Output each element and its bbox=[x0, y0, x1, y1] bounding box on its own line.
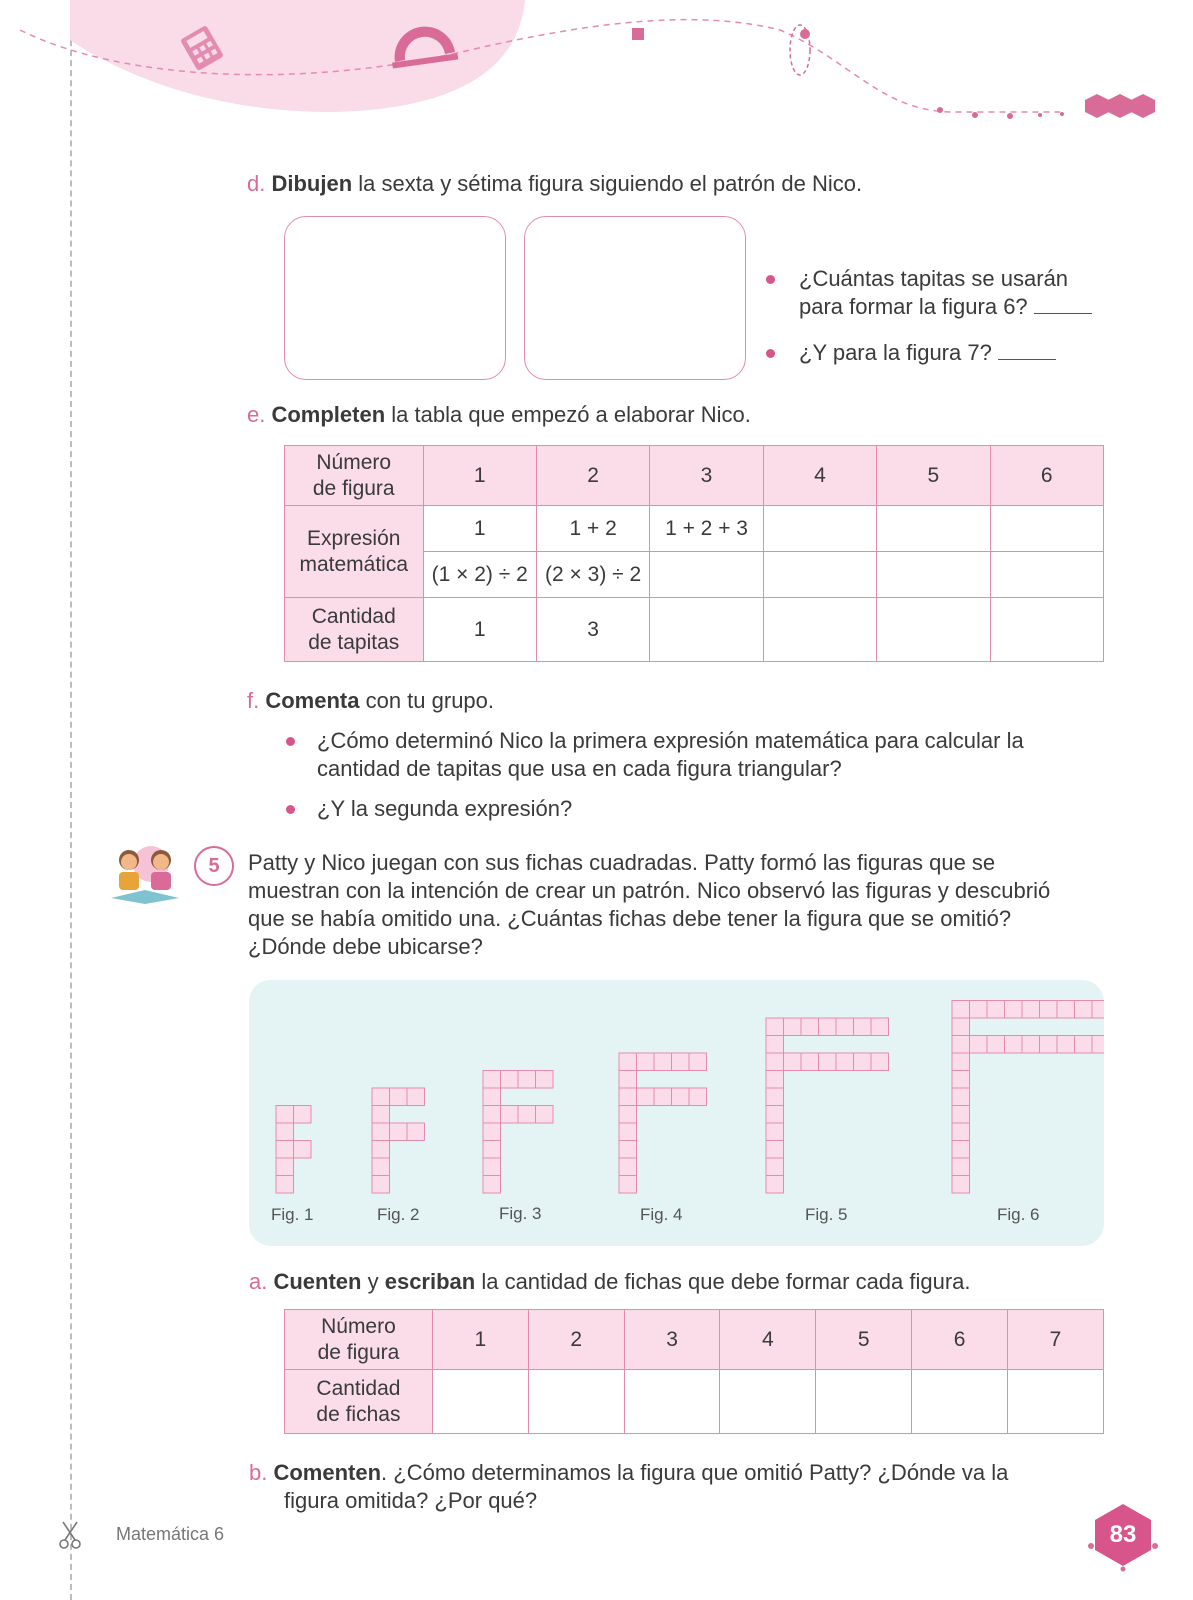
input-cell[interactable] bbox=[763, 506, 876, 552]
tile bbox=[372, 1123, 390, 1141]
drawing-box-fig6[interactable] bbox=[284, 216, 506, 380]
figures-panel bbox=[249, 980, 1104, 1246]
tile bbox=[518, 1106, 536, 1124]
tile bbox=[619, 1071, 637, 1089]
tile bbox=[766, 1071, 784, 1089]
tile bbox=[637, 1053, 655, 1071]
tile bbox=[619, 1088, 637, 1106]
tile bbox=[390, 1088, 408, 1106]
page-number: 83 bbox=[1109, 1521, 1137, 1548]
scissors-icon bbox=[58, 1520, 82, 1550]
tile bbox=[483, 1071, 501, 1089]
bullet bbox=[286, 737, 295, 746]
tile bbox=[619, 1176, 637, 1194]
fig-label: Fig. 4 bbox=[640, 1205, 683, 1224]
problem-number: 5 bbox=[194, 846, 234, 886]
tile bbox=[1092, 1001, 1104, 1019]
tile bbox=[276, 1106, 294, 1124]
tile bbox=[836, 1053, 854, 1071]
fig-label: Fig. 6 bbox=[997, 1205, 1040, 1224]
part-a-instruction: a. Cuenten y escriban la cantidad de fichas que debe formar cada figura. bbox=[249, 1269, 971, 1294]
tile bbox=[952, 1036, 970, 1054]
tile bbox=[766, 1176, 784, 1194]
tile bbox=[766, 1158, 784, 1176]
tile bbox=[1040, 1001, 1058, 1019]
input-cell[interactable] bbox=[528, 1370, 624, 1434]
input-cell[interactable] bbox=[990, 506, 1103, 552]
tile bbox=[483, 1106, 501, 1124]
input-cell[interactable] bbox=[877, 552, 990, 598]
tile bbox=[952, 1123, 970, 1141]
tile bbox=[836, 1018, 854, 1036]
cubes-icon bbox=[1085, 94, 1155, 118]
tile bbox=[1057, 1036, 1075, 1054]
tile bbox=[619, 1106, 637, 1124]
tile bbox=[294, 1106, 312, 1124]
input-cell[interactable] bbox=[816, 1370, 912, 1434]
input-cell[interactable] bbox=[432, 1370, 528, 1434]
tile bbox=[372, 1141, 390, 1159]
input-cell[interactable] bbox=[912, 1370, 1008, 1434]
cut-line bbox=[70, 0, 72, 1600]
tile bbox=[294, 1141, 312, 1159]
tile bbox=[784, 1018, 802, 1036]
fig-label: Fig. 1 bbox=[271, 1205, 314, 1224]
tile bbox=[801, 1053, 819, 1071]
header-numero-figura: Número de figura bbox=[285, 446, 424, 506]
tile bbox=[801, 1018, 819, 1036]
tile bbox=[970, 1001, 988, 1019]
part-e-instruction: e. Completen la tabla que empezó a elaborar Nico. bbox=[247, 402, 751, 427]
header-cantidad-fichas: Cantidad de fichas bbox=[285, 1370, 433, 1434]
tile bbox=[766, 1123, 784, 1141]
tile bbox=[276, 1141, 294, 1159]
tile bbox=[619, 1158, 637, 1176]
tile bbox=[987, 1036, 1005, 1054]
tile bbox=[1075, 1001, 1093, 1019]
header-numero-figura: Número de figura bbox=[285, 1310, 433, 1370]
part-f-instruction: f. Comenta con tu grupo. bbox=[247, 688, 495, 713]
part-d-text: la sexta y sétima figura siguiendo el patrón de Nico. bbox=[352, 171, 863, 196]
input-cell[interactable] bbox=[990, 552, 1103, 598]
tile bbox=[1075, 1036, 1093, 1054]
part-f-question-2: ¿Y la segunda expresión? bbox=[317, 796, 573, 821]
tile bbox=[1057, 1001, 1075, 1019]
tile bbox=[952, 1088, 970, 1106]
bullet bbox=[766, 275, 775, 284]
tile bbox=[970, 1036, 988, 1054]
tile bbox=[637, 1088, 655, 1106]
tile bbox=[407, 1123, 425, 1141]
tile bbox=[1040, 1036, 1058, 1054]
tile bbox=[854, 1053, 872, 1071]
bullet bbox=[766, 349, 775, 358]
tile bbox=[483, 1158, 501, 1176]
part-d-letter: d. bbox=[247, 171, 266, 196]
answer-blank-fig6[interactable] bbox=[1034, 313, 1092, 314]
tile bbox=[766, 1053, 784, 1071]
tile bbox=[518, 1071, 536, 1089]
question-fig7: ¿Y para la figura 7? bbox=[799, 339, 1056, 367]
tile bbox=[952, 1158, 970, 1176]
tile bbox=[276, 1176, 294, 1194]
tile bbox=[1005, 1001, 1023, 1019]
header-decoration bbox=[0, 0, 1193, 140]
tile bbox=[1022, 1001, 1040, 1019]
tile bbox=[766, 1018, 784, 1036]
tile bbox=[689, 1088, 707, 1106]
part-d-instruction bbox=[247, 170, 862, 198]
input-cell[interactable] bbox=[877, 598, 990, 662]
tile bbox=[672, 1053, 690, 1071]
tile bbox=[483, 1141, 501, 1159]
part-f-question-1: ¿Cómo determinó Nico la primera expresión matemática para calcular la cantidad de tapitas que usa en cada figura triangular? bbox=[317, 728, 1024, 781]
tile bbox=[483, 1123, 501, 1141]
header-expresion: Expresión matemática bbox=[285, 506, 424, 598]
tile bbox=[766, 1036, 784, 1054]
tapitas-table: Número de figura 1 2 3 4 5 6 Expresión matemática 1 1 + 2 1 + 2 + 3 (1 × 2) ÷ 2 (2 × 3) ÷ 2 Cantidad de tapitas 1 3 bbox=[284, 445, 1104, 662]
tile bbox=[501, 1106, 519, 1124]
tile bbox=[854, 1018, 872, 1036]
input-cell[interactable] bbox=[877, 506, 990, 552]
answer-blank-fig7[interactable] bbox=[998, 359, 1056, 360]
input-cell[interactable] bbox=[1008, 1370, 1104, 1434]
tile bbox=[952, 1071, 970, 1089]
tile bbox=[407, 1088, 425, 1106]
book-title: Matemática 6 bbox=[116, 1524, 225, 1544]
tile bbox=[654, 1088, 672, 1106]
tile bbox=[689, 1053, 707, 1071]
fig-label: Fig. 2 bbox=[377, 1205, 420, 1224]
tile bbox=[372, 1106, 390, 1124]
tile bbox=[952, 1106, 970, 1124]
tile bbox=[819, 1018, 837, 1036]
tile bbox=[483, 1088, 501, 1106]
tile bbox=[536, 1106, 554, 1124]
tile bbox=[952, 1018, 970, 1036]
tile bbox=[372, 1176, 390, 1194]
problem5-statement: Patty y Nico juegan con sus fichas cuadradas. Patty formó las figuras que se muestran con la intención de crear un patrón. Nico observó las figuras y descubrió que se había omitido una. ¿Cuántas fichas debe tener la figura que se omitió? ¿Dónde debe ubicarse? bbox=[248, 850, 1051, 959]
part-b-instruction: b. Comenten. ¿Cómo determinamos la figura que omitió Patty? ¿Dónde va la figura omitida? ¿Por qué? bbox=[249, 1460, 1009, 1513]
input-cell[interactable] bbox=[990, 598, 1103, 662]
tile bbox=[1005, 1036, 1023, 1054]
header-cantidad-tapitas: Cantidad de tapitas bbox=[285, 598, 424, 662]
tile bbox=[819, 1053, 837, 1071]
tile bbox=[276, 1123, 294, 1141]
drawing-box-fig7[interactable] bbox=[524, 216, 746, 380]
tile bbox=[952, 1141, 970, 1159]
input-cell[interactable] bbox=[650, 598, 763, 662]
cube-icon bbox=[632, 28, 644, 40]
tile bbox=[871, 1053, 889, 1071]
fichas-table: Número de figura 1 2 3 4 5 6 7 Cantidad de fichas bbox=[284, 1309, 1104, 1434]
tile bbox=[672, 1088, 690, 1106]
tile bbox=[952, 1053, 970, 1071]
bullet bbox=[286, 805, 295, 814]
tile bbox=[1022, 1036, 1040, 1054]
tile bbox=[483, 1176, 501, 1194]
tile bbox=[276, 1158, 294, 1176]
tile bbox=[952, 1001, 970, 1019]
tile bbox=[501, 1071, 519, 1089]
children-icon bbox=[105, 842, 185, 906]
tile bbox=[390, 1123, 408, 1141]
input-cell[interactable] bbox=[763, 552, 876, 598]
tile bbox=[536, 1071, 554, 1089]
tile bbox=[784, 1053, 802, 1071]
fig-label: Fig. 5 bbox=[805, 1205, 848, 1224]
input-cell[interactable] bbox=[763, 598, 876, 662]
tile bbox=[372, 1088, 390, 1106]
tile bbox=[1092, 1036, 1104, 1054]
tile bbox=[766, 1106, 784, 1124]
tile bbox=[871, 1018, 889, 1036]
tile bbox=[619, 1123, 637, 1141]
part-d-verb: Dibujen bbox=[271, 171, 353, 196]
tile bbox=[952, 1176, 970, 1194]
input-cell[interactable] bbox=[650, 552, 763, 598]
tile bbox=[766, 1088, 784, 1106]
question-fig6: ¿Cuántas tapitas se usarán para formar la figura 6? bbox=[799, 265, 1092, 321]
tile bbox=[619, 1141, 637, 1159]
fig-label: Fig. 3 bbox=[499, 1204, 542, 1223]
input-cell[interactable] bbox=[720, 1370, 816, 1434]
tile bbox=[372, 1158, 390, 1176]
tile bbox=[619, 1053, 637, 1071]
tile bbox=[766, 1141, 784, 1159]
input-cell[interactable] bbox=[624, 1370, 720, 1434]
tile bbox=[654, 1053, 672, 1071]
tile bbox=[987, 1001, 1005, 1019]
